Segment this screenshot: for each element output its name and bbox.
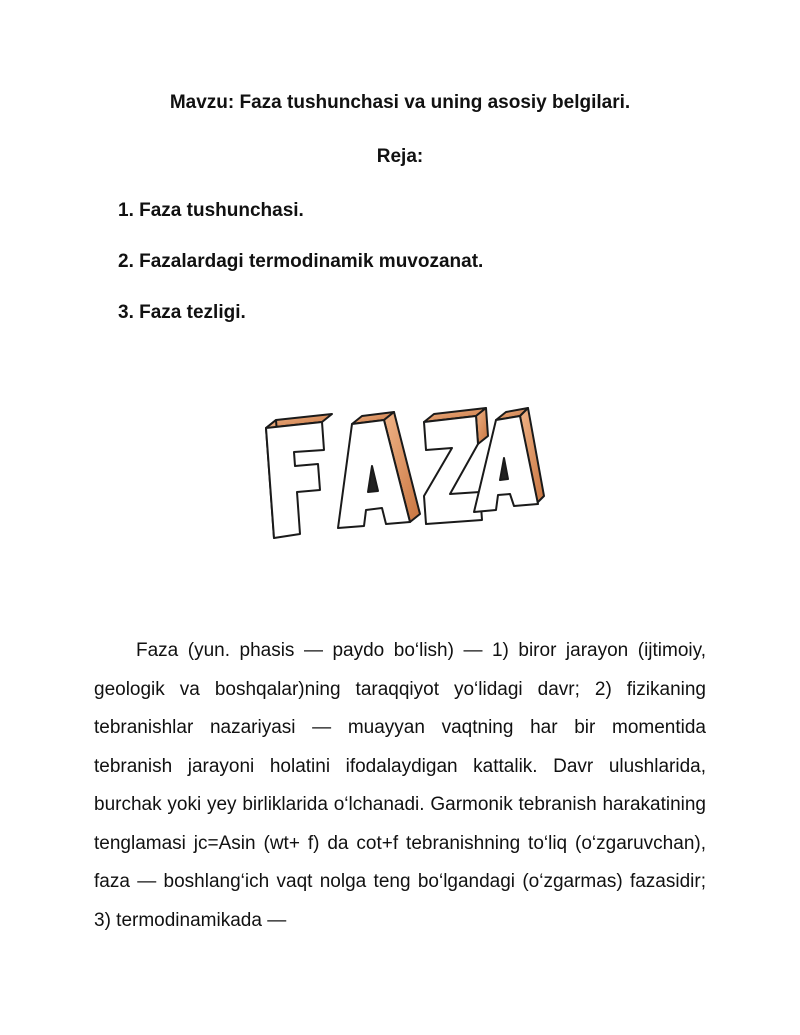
logo-letter-a1	[338, 412, 420, 528]
plan-list	[118, 200, 483, 353]
plan-item: 1. Faza tushunchasi.	[118, 200, 304, 221]
faza-logo-image	[248, 400, 548, 550]
plan-item: 2. Fazalardagi termodinamik muvozanat.	[118, 251, 484, 272]
body-paragraph: Faza (yun. phasis — paydo bo‘lish) — 1) biror jarayon (ijtimoiy, geologik va boshqalar)ning taraqqiyot yo‘lidagi davr; 2) fizikaning tebranishlar nazariyasi — muayyan vaqtning har bir momentida tebranish jarayoni holatini ifodalaydigan kattalik. Davr ulushlarida, burchak yoki yey birliklarida o‘lchanadi. Garmonik tebranish harakatining tenglamasi jc=Asin (wt+ f) da cot+f tebranishning to‘liq (o‘zgaruvchan), faza — boshlang‘ich vaqt nolga teng bo‘lgandagi (o‘zgarmas) fazasidir; 3) termodinamikada —	[94, 640, 706, 931]
logo-letter-f	[266, 414, 332, 538]
plan-item: 3. Faza tezligi.	[118, 302, 246, 323]
page-title: Mavzu: Faza tushunchasi va uning asosiy belgilari.	[169, 92, 631, 113]
plan-heading: Reja:	[376, 146, 424, 167]
